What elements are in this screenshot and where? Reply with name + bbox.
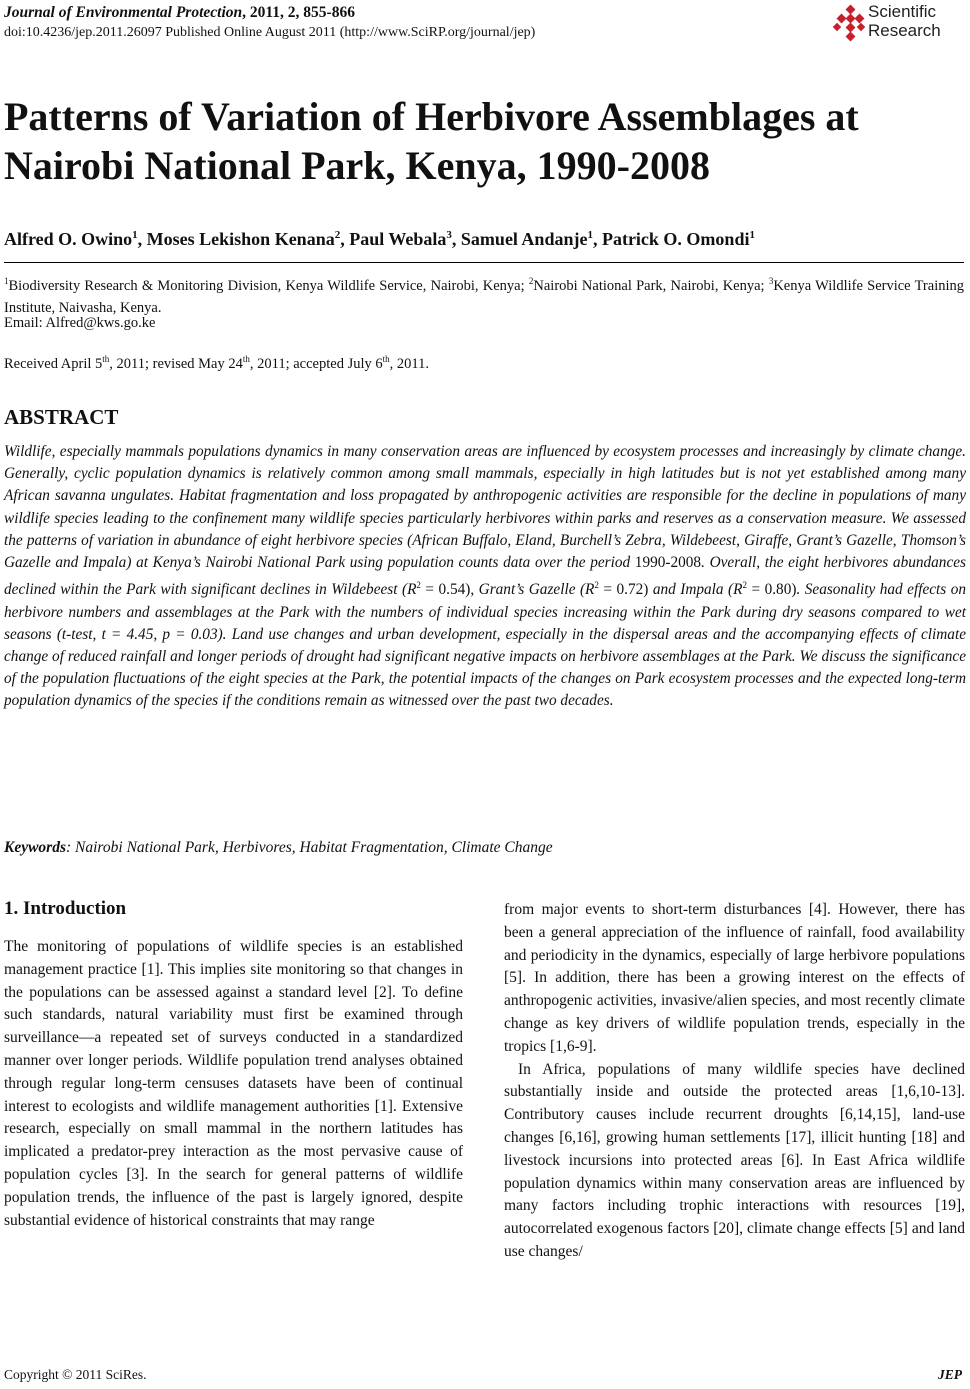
publisher-logo-mark — [832, 4, 866, 44]
abstract-text: Wildlife, especially mammals populations dynamics in many conservation areas are influenced by ecosystem processes and increasingly by climate change. Generally, cyclic population dynamics is relatively common among small mammals, especially in high latitudes but is not yet established among many African savanna ungulates. Habitat fragmentation and loss propagated by anthropogenic activities are responsible for the decline in populations of many wildlife species leading to the confinement many wildlife species particularly herbivores within parks and reserves as a conservation measure. We assessed the patterns of variation in abundance of eight herbivore species (African Buffalo, Eland, Burchell’s Zebra, Wildebeest, Giraffe, Grant’s Gazelle, Thomson’s Gazelle and Impala) at Kenya’s Nairobi National Park using population counts data over the period — [4, 443, 966, 572]
received-text: Received April 5 — [4, 355, 103, 372]
paragraph: The monitoring of populations of wildlife species is an established management practice [1]. This implies site monitoring so that changes in the populations can be assessed against a standard level [2]. To define such standards, natural variability must first be examined through surveillance—a repeated set of surveys conducted in a standardized manner over longer periods. Wildlife population trend analyses obtained through regular long-term censuses datasets have been of continual interest to ecologists and wildlife management authorities [1]. Extensive research, especially on small mammal in the northern latitudes has implicated a predator-prey interaction as the most pervasive cause of population cycles [3]. In the search for general patterns of wildlife population trends, the influence of the past is largely ignored, despite substantial evidence of historical constraints that may range — [4, 938, 463, 1229]
logo-text-2: Research — [868, 21, 941, 40]
journal-volume: , 2011, 2, 855-866 — [242, 4, 355, 21]
author-name: Patrick O. Omondi — [601, 229, 750, 249]
revised-text: , 2011; revised May 24 — [109, 355, 243, 372]
abstract-years: 1990-2008 — [634, 554, 702, 572]
author-name: Paul Webala — [349, 229, 447, 249]
r-squared-sup: 2 — [416, 580, 421, 591]
paragraph: from major events to short-term disturbances [4]. However, there has been a general appreciation of the influence of rainfall, food availability and periodicity in the dynamics, especially of large herbivore populations [5]. In addition, there has been a growing interest on the effects of anthropogenic activities, invasive/alien species, and most recently climate change as key drivers of wildlife population trends, especially in the tropics [1,6-9]. — [504, 901, 965, 1055]
section-heading-introduction: 1. Introduction — [4, 898, 127, 919]
r-squared-symbol: R — [585, 581, 595, 599]
author-sep: , — [137, 229, 147, 249]
abstract-heading: ABSTRACT — [4, 405, 119, 429]
t-test-label: t-test — [61, 625, 93, 643]
affil-sup: 3 — [768, 276, 774, 286]
keywords — [4, 839, 553, 857]
r-squared-wildebeest: = 0.54), — [420, 581, 479, 599]
contact-email: Email: Alfred@kws.go.ke — [4, 315, 156, 331]
affil-sup: 2 — [528, 276, 534, 286]
ordinal-sup: th — [102, 354, 110, 364]
abstract-text: , t = 4.45, p = 0.03). Land use changes and urban development, especially in the dispersal areas and the accompanying effects of climate change of reduced rainfall and longer periods of drought had significant negative impacts on herbivore assemblages at the Park. We discuss the significance of the population fluctuations of the eight species at the Park, the potential impacts of the changes on Park ecosystem processes and the expected long-term population dynamics of the species if the conditions remain as witnessed over the past two decades. — [4, 625, 966, 710]
author-name: Moses Lekishon Kenana — [146, 229, 335, 249]
affiliation-3: Kenya Wildlife Service Training Institute, Naivasha, Kenya. — [4, 277, 965, 316]
abstract-text: . Overall, the eight herbivores abundances declined within the Park with significant declines in Wildebeest ( — [4, 554, 966, 599]
abstract-text: Grant’s Gazelle ( — [478, 581, 586, 599]
author-affil-sup: 3 — [446, 229, 452, 241]
r-squared-sup: 2 — [594, 580, 599, 591]
author-sep: , — [451, 229, 461, 249]
received-dates — [4, 354, 429, 373]
affiliation-2: Nairobi National Park, Nairobi, Kenya; — [533, 277, 765, 294]
journal-abbrev-footer: JEP — [937, 1367, 962, 1382]
divider — [4, 262, 964, 263]
author-name: Samuel Andanje — [460, 229, 588, 249]
accepted-text: , 2011; accepted July 6 — [249, 355, 383, 372]
doi-line: doi:10.4236/jep.2011.26097 Published Online August 2011 (http://www.SciRP.org/journal/jep) — [4, 25, 536, 40]
r-squared-grants-gazelle: = 0.72) — [598, 581, 653, 599]
right-column — [504, 899, 965, 1264]
author-affil-sup: 2 — [334, 229, 341, 241]
author-sep: , — [592, 229, 602, 249]
journal-name: Journal of Environmental Protection — [4, 4, 243, 21]
ordinal-sup: th — [382, 354, 390, 364]
copyright-footer: Copyright © 2011 SciRes. — [4, 1367, 147, 1382]
keywords-text: : Nairobi National Park, Herbivores, Habitat Fragmentation, Climate Change — [66, 839, 553, 856]
logo-text-1: Scientific — [868, 2, 937, 21]
author-name: Alfred O. Owino — [4, 229, 133, 249]
author-list — [4, 229, 964, 250]
author-affil-sup: 1 — [749, 229, 755, 241]
journal-header — [4, 4, 355, 22]
author-affil-sup: 1 — [587, 229, 593, 241]
paragraph: In Africa, populations of many wildlife species have declined substantially inside and outside the protected areas [1,6,10-13]. Contributory causes include recurrent droughts [6,14,15], land-use changes [6,16], growing human settlements [17], illicit hunting [18] and livestock incursions into protected areas [6]. In East Africa wildlife population dynamics within many conservation areas are influenced by many factors including trophic interactions with resources [19], autocorrelated exogenous factors [20], climate change effects [5] and land use changes/ — [504, 1060, 965, 1260]
publisher-logo — [832, 2, 962, 44]
author-sep: , — [340, 229, 350, 249]
r-squared-impala: = 0.80) — [747, 581, 797, 599]
affiliation-1: Biodiversity Research & Monitoring Division, Kenya Wildlife Service, Nairobi, Kenya; — [8, 277, 529, 294]
paper-title: Patterns of Variation of Herbivore Assemblages at Nairobi National Park, Kenya, 1990-2008 — [4, 94, 859, 188]
abstract-text: . Seasonality had effects on herbivore numbers and assemblages at the Park with the numbers of individual species increasing within the Park during dry seasons compared to wet seasons ( — [4, 581, 967, 643]
abstract-body — [4, 441, 966, 713]
r-squared-symbol: R — [733, 581, 743, 599]
affiliations — [4, 270, 964, 319]
affil-sup: 1 — [4, 276, 9, 286]
year-text: , 2011. — [389, 355, 429, 372]
abstract-text: and Impala ( — [652, 581, 734, 599]
ordinal-sup: th — [242, 354, 250, 364]
keywords-label: Keywords — [4, 839, 66, 856]
left-column — [4, 936, 463, 1232]
author-affil-sup: 1 — [132, 229, 138, 241]
r-squared-sup: 2 — [742, 580, 748, 591]
r-squared-symbol: R — [407, 581, 417, 599]
